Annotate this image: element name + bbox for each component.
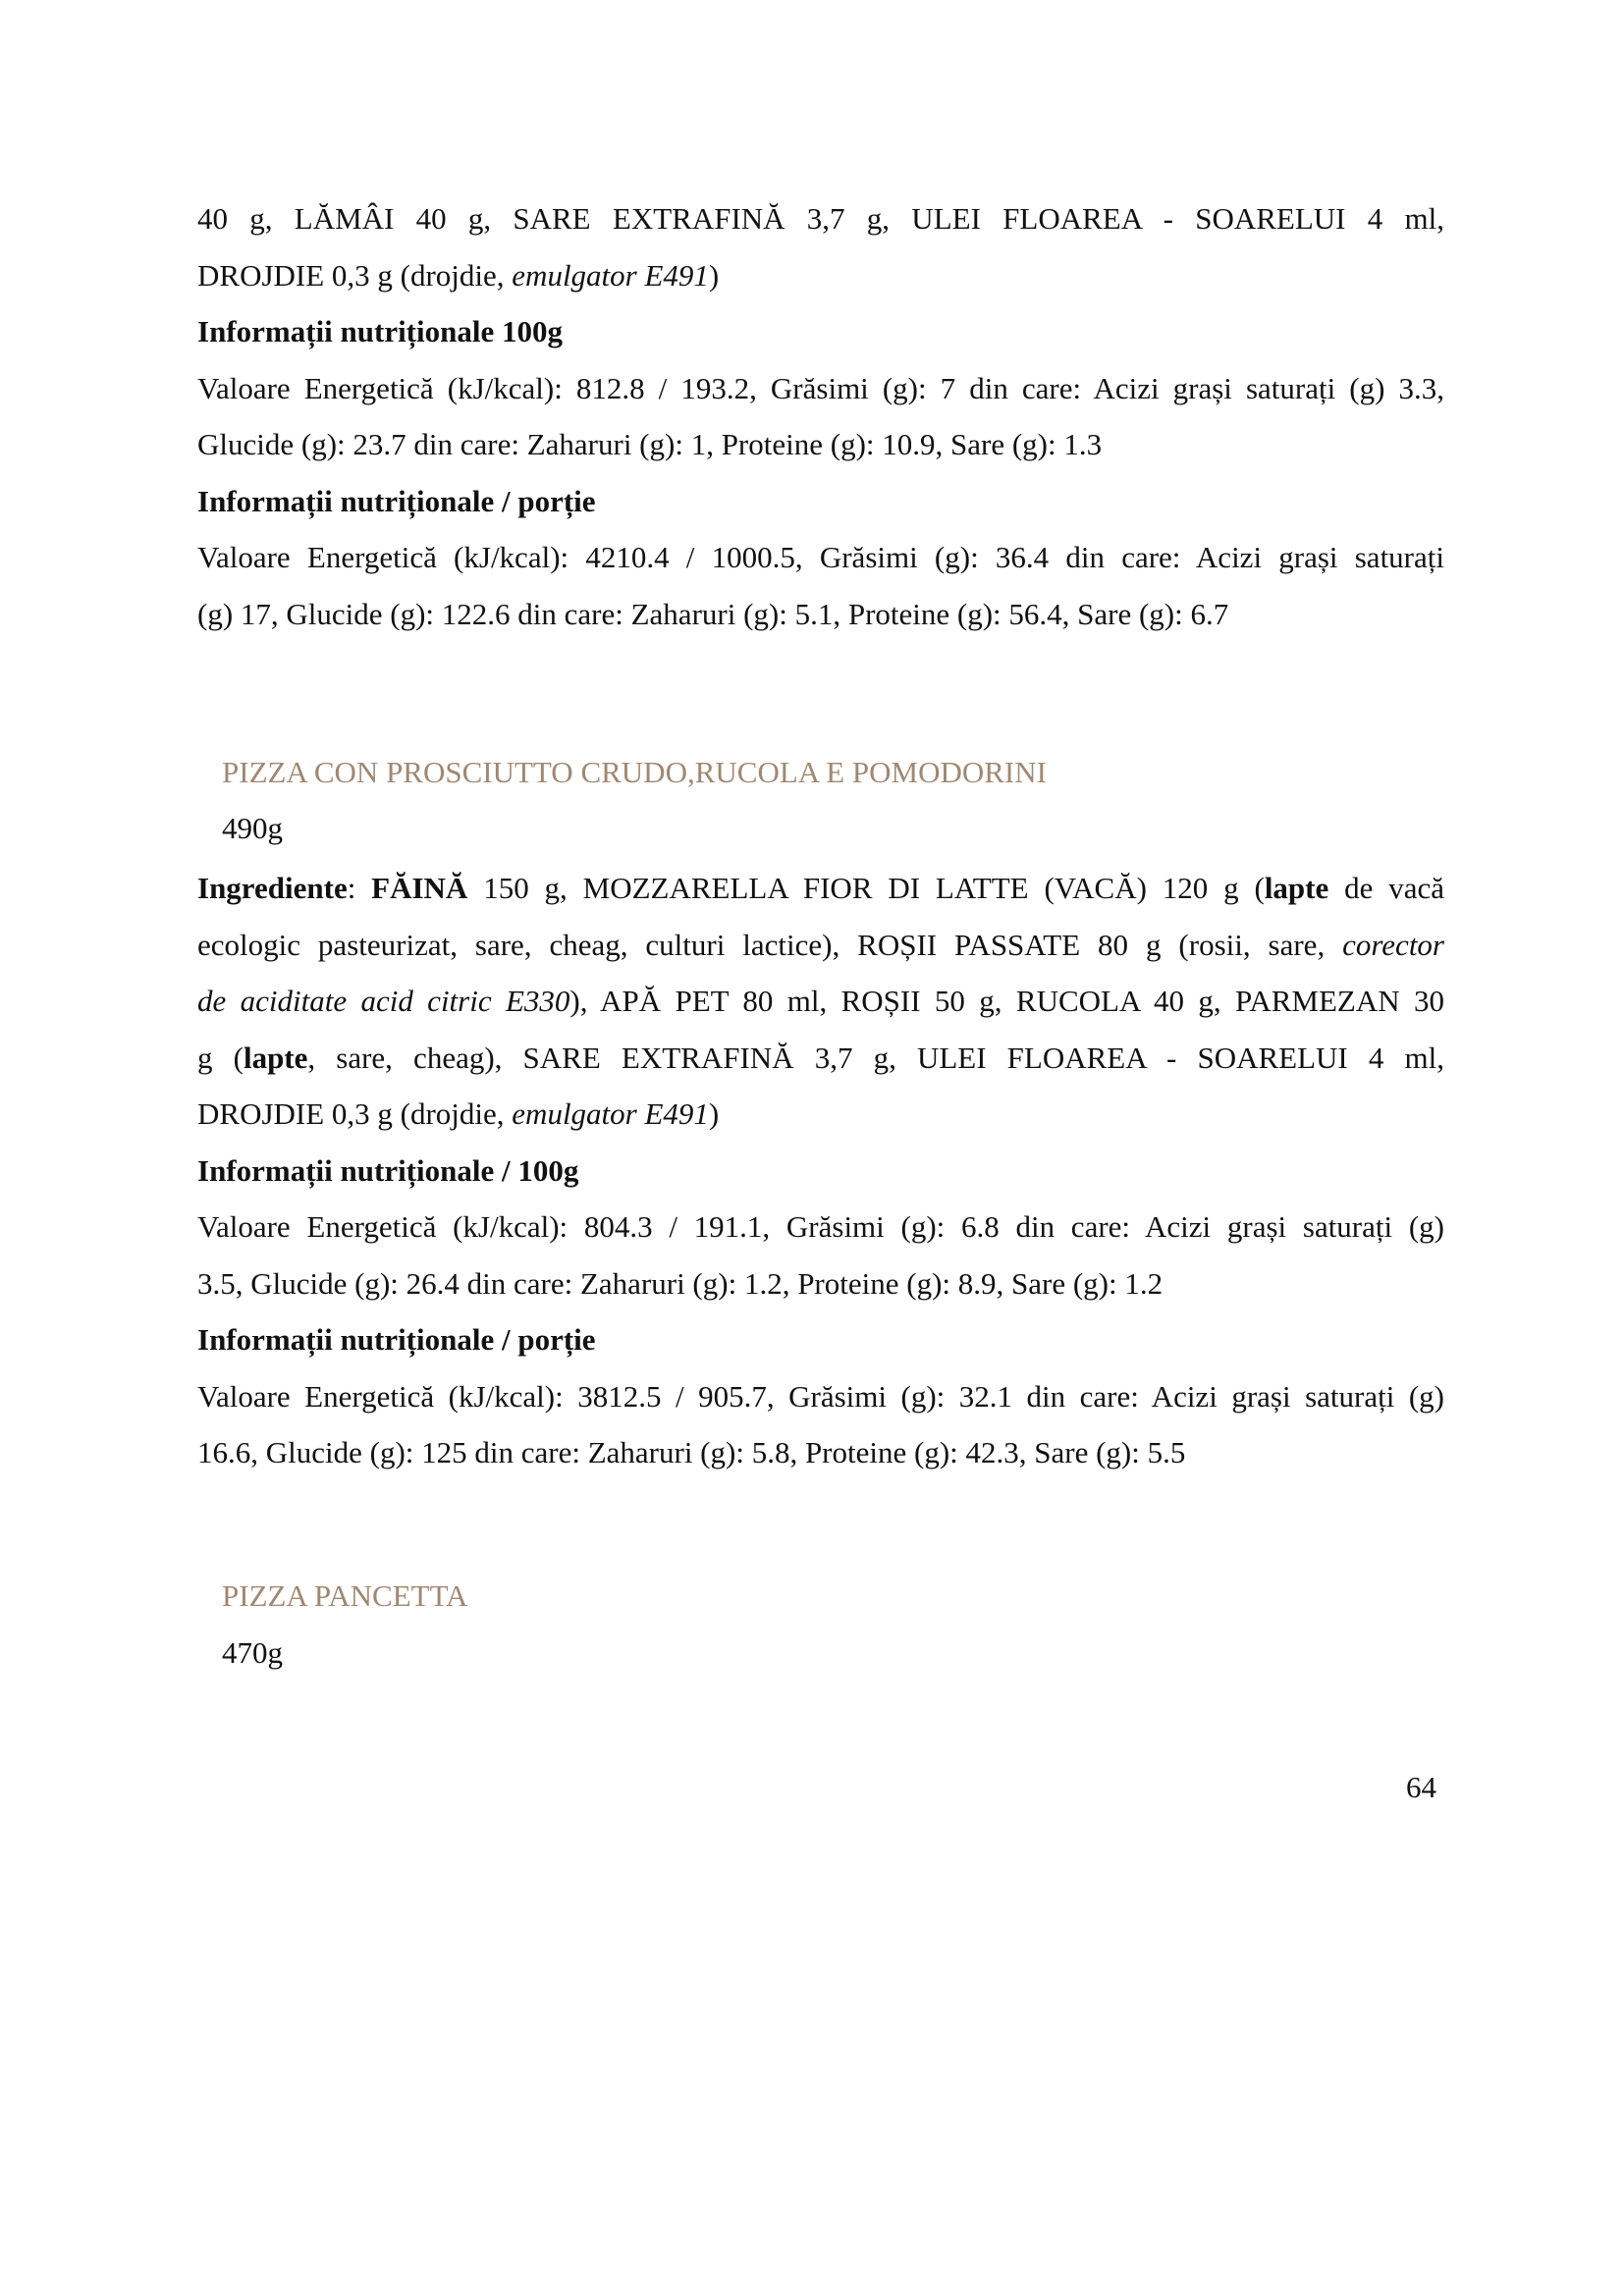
ingredients-line bbox=[197, 860, 1444, 917]
ingredients-text: 40 g, LĂMÂI 40 g, SARE EXTRAFINĂ 3,7 g, ULEI FLOAREA - SOARELUI 4 ml, bbox=[197, 201, 1444, 236]
allergen-bold: lapte bbox=[243, 1040, 308, 1075]
ingredients-text: de vacă bbox=[1328, 871, 1444, 905]
ingredients-text: ), APĂ PET 80 ml, ROȘII 50 g, RUCOLA 40 g, PARMEZAN 30 bbox=[569, 984, 1444, 1018]
ingredients-text: g ( bbox=[197, 1040, 244, 1075]
nutrition-100g-line: 3.5, Glucide (g): 26.4 din care: Zaharuri (g): 1.2, Proteine (g): 8.9, Sare (g): 1.2 bbox=[197, 1265, 1164, 1301]
nutrition-100g-line: Glucide (g): 23.7 din care: Zaharuri (g): 1, Proteine (g): 10.9, Sare (g): 1.3 bbox=[197, 427, 1103, 461]
ingredients-text: ) bbox=[708, 257, 720, 293]
ingredients-text: ecologic pasteurizat, sare, cheag, culturi lactice), ROȘII PASSATE 80 g (rosii, sare, bbox=[197, 927, 1343, 962]
ingredients-line bbox=[197, 917, 1444, 974]
product-title: PIZZA PANCETTA bbox=[222, 1578, 468, 1613]
nutrition-100g-line: Valoare Energetică (kJ/kcal): 804.3 / 191.1, Grăsimi (g): 6.8 din care: Acizi grași saturați (g) bbox=[197, 1209, 1444, 1244]
product-weight: 490g bbox=[222, 811, 283, 845]
additive-italic: de aciditate acid citric E330 bbox=[197, 984, 570, 1018]
ingredients-line bbox=[197, 1030, 1444, 1087]
ingredients-text: , sare, cheag), SARE EXTRAFINĂ 3,7 g, ULEI FLOAREA - SOARELUI 4 ml, bbox=[307, 1040, 1444, 1075]
nutrition-portion-line: (g) 17, Glucide (g): 122.6 din care: Zaharuri (g): 5.1, Proteine (g): 56.4, Sare (g): 6.7 bbox=[197, 596, 1229, 631]
ingredients-text: 150 g, MOZZARELLA FIOR DI LATTE (VACĂ) 120 g ( bbox=[467, 871, 1265, 905]
prev-product-section bbox=[197, 190, 1444, 642]
ingredients-text: DROJDIE 0,3 g (drojdie, bbox=[197, 1096, 513, 1131]
additive-italic: corector bbox=[1342, 927, 1444, 962]
nutrition-portion-line: 16.6, Glucide (g): 125 din care: Zaharuri (g): 5.8, Proteine (g): 42.3, Sare (g): 5.5 bbox=[197, 1435, 1186, 1469]
nutrition-portion-line: Valoare Energetică (kJ/kcal): 4210.4 / 1000.5, Grăsimi (g): 36.4 din care: Acizi grași saturați bbox=[197, 540, 1444, 574]
nutrition-100g-heading: Informații nutriționale / 100g bbox=[197, 1152, 579, 1188]
additive-italic: emulgator E491 bbox=[512, 1096, 709, 1131]
ingredients-text: : bbox=[347, 871, 372, 905]
product-title: PIZZA CON PROSCIUTTO CRUDO,RUCOLA E POMODORINI bbox=[222, 755, 1047, 789]
page-number: 64 bbox=[1406, 1770, 1436, 1804]
product-1-section bbox=[197, 860, 1444, 1481]
allergen-bold: FĂINĂ bbox=[371, 871, 468, 905]
additive-italic: emulgator E491 bbox=[512, 257, 709, 293]
ingredients-text: ) bbox=[708, 1096, 720, 1131]
ingredients-line bbox=[197, 247, 1444, 304]
nutrition-100g-heading: Informații nutriționale 100g bbox=[197, 314, 563, 348]
ingredients-line bbox=[197, 1086, 1444, 1143]
ingredients-line bbox=[197, 973, 1444, 1030]
ingredients-line bbox=[197, 190, 1444, 247]
ingredients-label: Ingrediente bbox=[197, 871, 348, 905]
nutrition-portion-heading: Informații nutriționale / porție bbox=[197, 1322, 596, 1357]
nutrition-portion-heading: Informații nutriționale / porție bbox=[197, 483, 596, 518]
nutrition-100g-line: Valoare Energetică (kJ/kcal): 812.8 / 193.2, Grăsimi (g): 7 din care: Acizi grași saturați (g) 3.3, bbox=[197, 370, 1444, 405]
allergen-bold: lapte bbox=[1264, 871, 1329, 905]
product-weight: 470g bbox=[222, 1635, 283, 1670]
nutrition-portion-line: Valoare Energetică (kJ/kcal): 3812.5 / 905.7, Grăsimi (g): 32.1 din care: Acizi grași saturați (g) bbox=[197, 1378, 1444, 1414]
ingredients-text: DROJDIE 0,3 g (drojdie, bbox=[197, 257, 513, 293]
